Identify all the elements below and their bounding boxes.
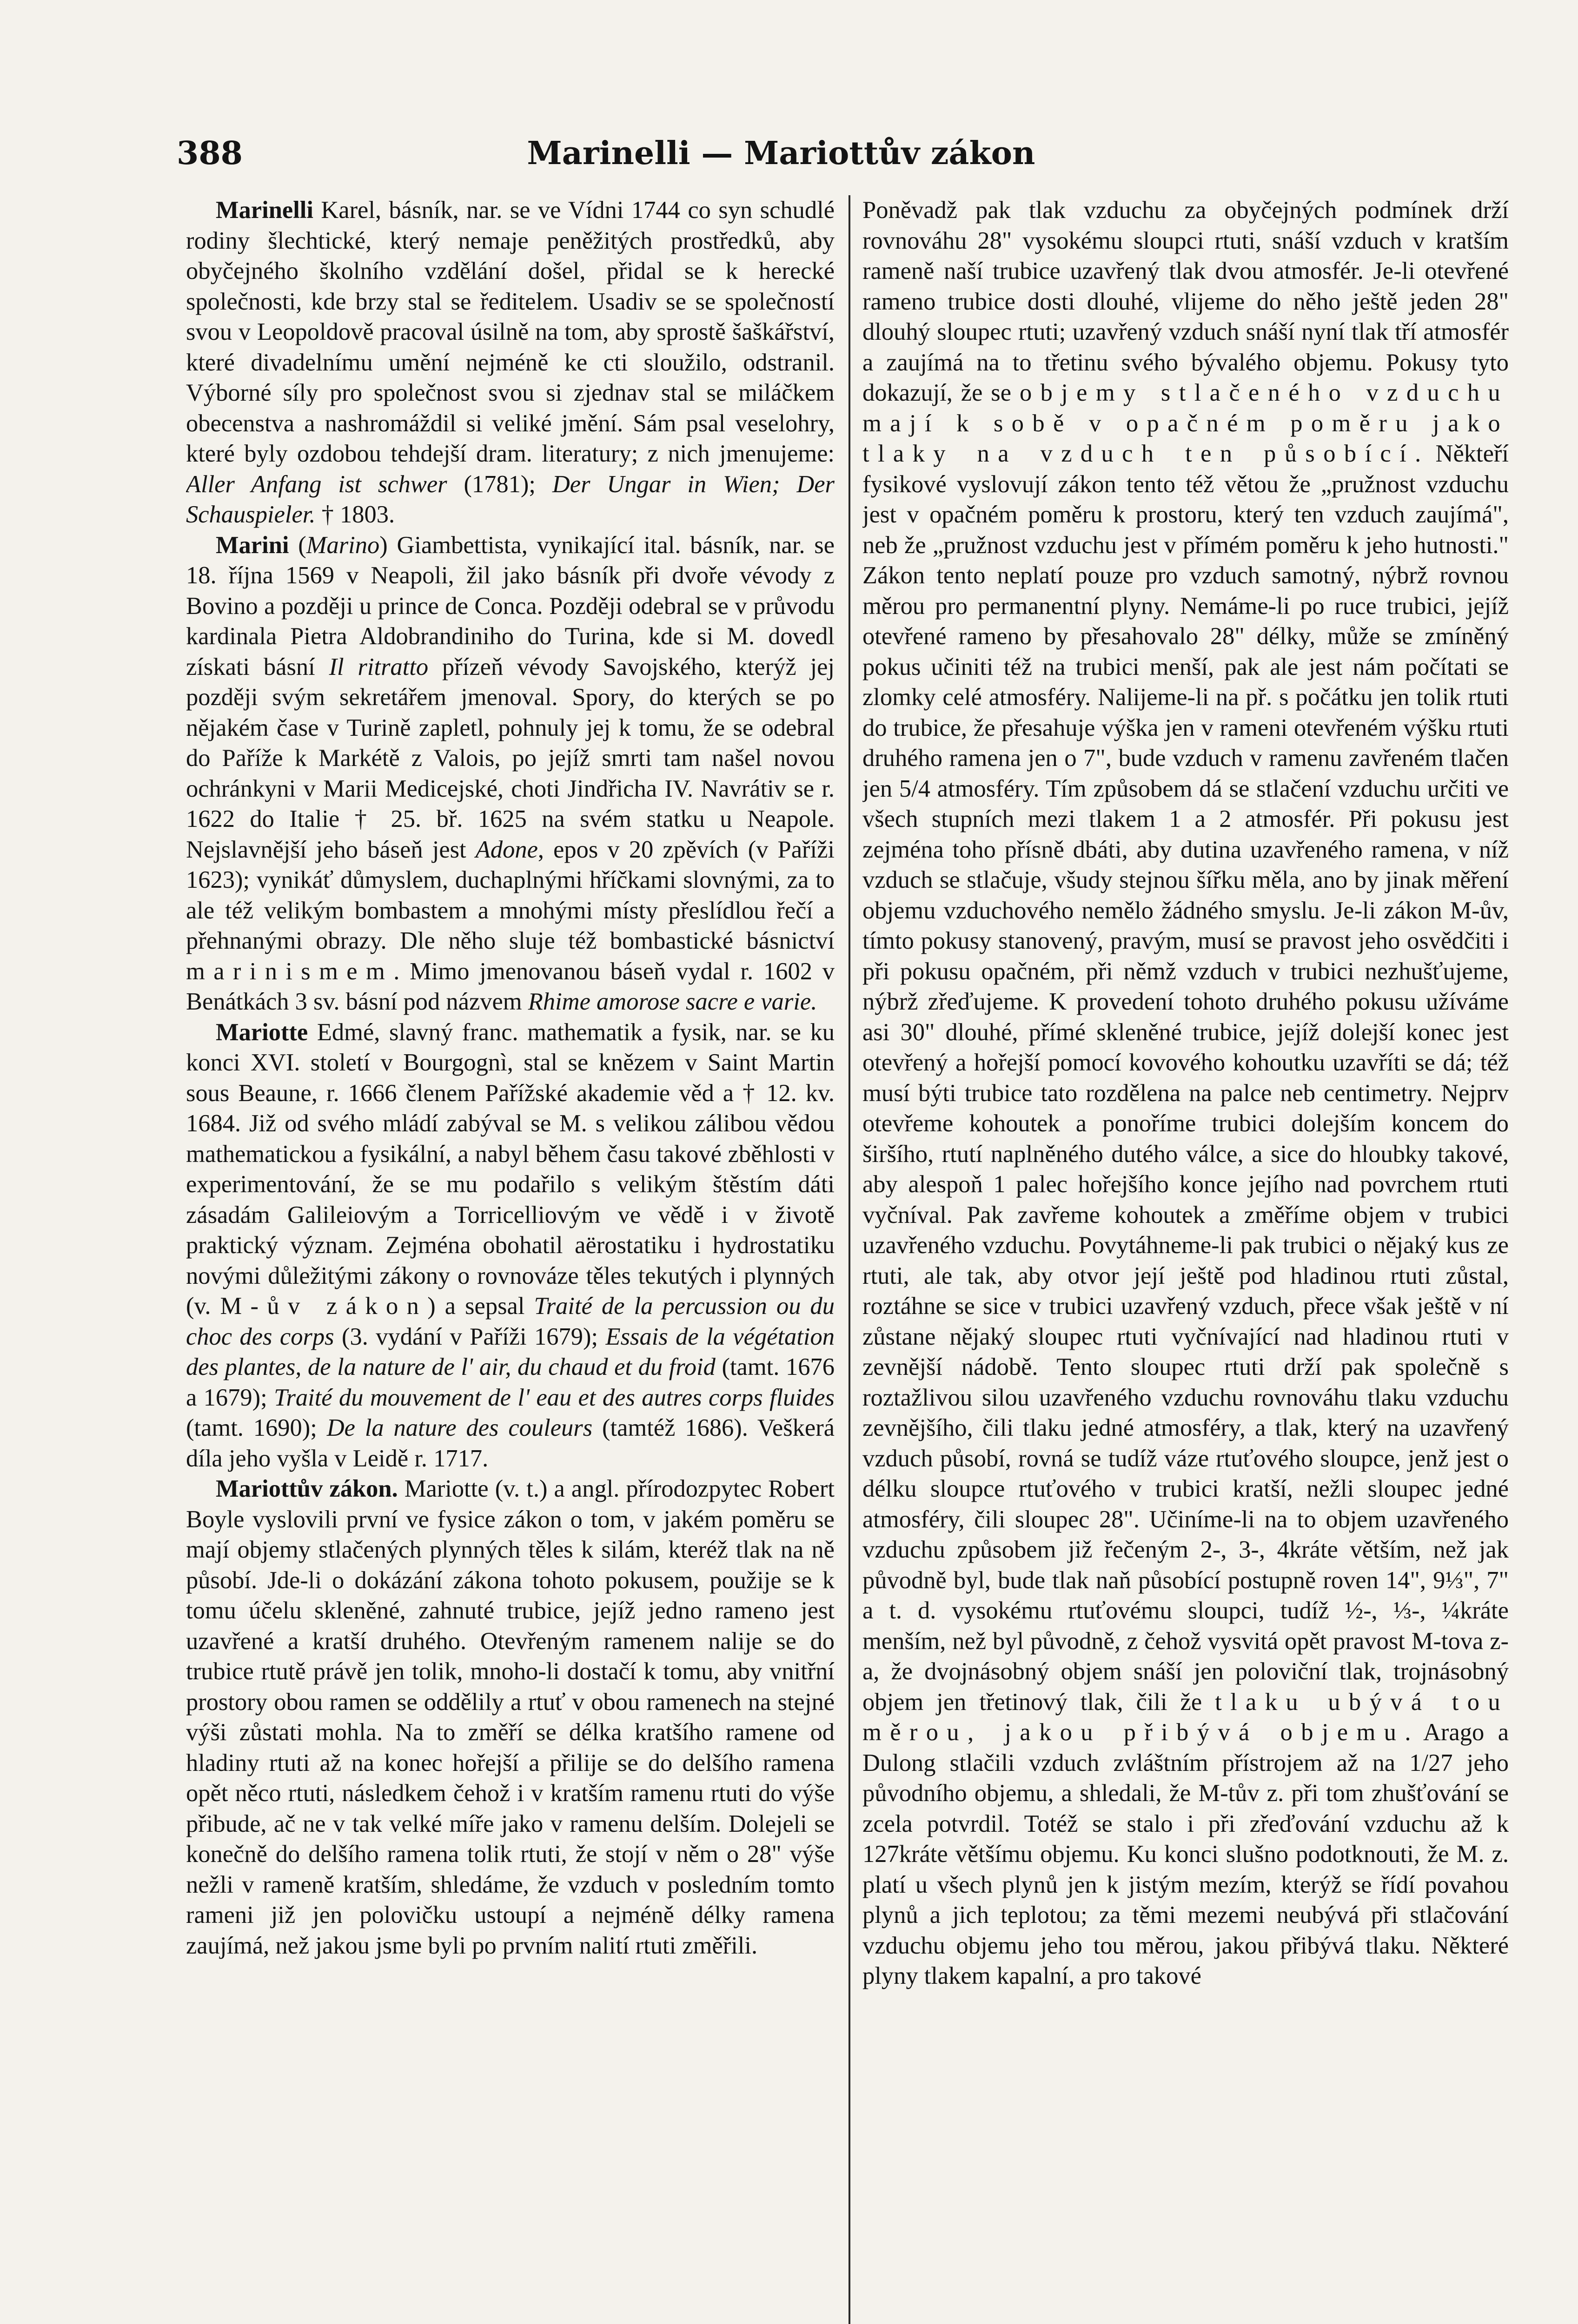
left-column [186,195,835,2324]
entry-marini: Marini (Marino) Giambettista, vynikající ital. básník, nar. se 18. října 1569 v Neapoli, žil jako básník při dvoře vévody z Bovino a později u prince de Conca. Později odebral se v průvodu kardinala Pietra Aldobrandiniho do Turina, kde si M. dovedl získati básní Il ritratto přízeň vévody Savojského, kterýž jej později svým sekretářem jmenoval. Spory, do kterých se po nějakém čase v Turině zapletl, pohnuly jej k tomu, že se odebral do Paříže k Markétě z Valois, po jejíž smrti tam našel novou ochránkyni v Marii Medicejské, choti Jindřicha IV. Navrátiv se r. 1622 do Italie † 25. bř. 1625 na svém statku u Neapole. Nejslavnější jeho báseň jest Adone, epos v 20 zpěvích (v Paříži 1623); vynikáť důmyslem, duchaplnými hříčkami slovnými, za to ale též velikým bombastem a mnohými místy přeslídlou řečí a přehnanými obrazy. Dle něho sluje též bombastické básnictví marinismem. Mimo jmenovanou báseň vydal r. 1602 v Benátkách 3 sv. básní pod názvem Rhime amorose sacre e varie. [186,531,835,1015]
entry-headword: Marini [216,531,289,559]
entry-headword: Mariotte [216,1018,308,1046]
page-number: 388 [177,135,243,172]
running-title: Marinelli — Mariottův zákon [527,135,1035,172]
entry-mariottuv-zakon: Mariottův zákon. Mariotte (v. t.) a angl. přírodozpytec Robert Boyle vyslovili první ve fysice zákon o tom, v jakém poměru se mají objemy stlačených plynných těles k silám, kteréž tlak na ně působí. Jde-li o dokázání zákona tohoto pokusem, použije se k tomu účelu skleněné, zahnuté trubice, jejíž jedno rameno jest uzavřené a kratší druhého. Otevřeným ramenem nalije se do trubice rtutě právě jen tolik, mnoho-li dostačí k tomu, aby vnitřní prostory obou ramen se oddělily a rtuť v obou ramenech na stejné výši zůstati mohla. Na to změří se délka kratšího ramene od hladiny rtuti až na konec hořejší a přilije se do delšího ramena opět něco rtuti, následkem čehož i v kratším ramenu rtuti do výše přibude, ač ne v tak velké míře jako v ramenu delším. Dolejeli se konečně do delšího ramena tolik rtuti, že stojí v něm o 28" výše nežli v rameně kratším, shledáme, že vzduch v posledním tomto rameni již jen polovičku ustoupí a nejméně délky ramena zaujímá, než jakou jsme byli po prvním nalití rtuti změřili. [186,1475,835,1959]
entry-mariottuv-zakon-continued: Poněvadž pak tlak vzduchu za obyčejných podmínek drží rovnováhu 28" vysokému sloupci rtuti, snáší vzduch v kratším rameně naší trubice uzavřený tlak dvou atmosfér. Je-li otevřené rameno trubice dosti dlouhé, vlijeme do něho ještě jeden 28" dlouhý sloupec rtuti; uzavřený vzduch snáší nyní tlak tří atmosfér a zaujímá na to třetinu svého bývalého objemu. Pokusy tyto dokazují, že se objemy stlačeného vzduchu mají k sobě v opačném poměru jako tlaky na vzduch ten působící. Někteří fysikové vyslovují zákon tento též větou že „pružnost vzduchu jest v opačném poměru k prostoru, který ten vzduch zaujímá", neb že „pružnost vzduchu jest v přímém poměru k jeho hutnosti." Zákon tento neplatí pouze pro vzduch samotný, nýbrž rovnou měrou pro permanentní plyny. Nemáme-li po ruce trubici, jejíž otevřené rameno by přesahovalo 28" délky, může se zmíněný pokus učiniti též na trubici menší, pak ale jest nám počítati se zlomky celé atmosféry. Nalijeme-li na př. s počátku jen tolik rtuti do trubice, že přesahuje výška jen v rameni otevřeném výšku rtuti druhého ramena jen o 7", bude vzduch v ramenu zavřeném tlačen jen 5/4 atmosféry. Tím způsobem dá se stlačení vzduchu určiti ve všech stupních mezi tlakem 1 a 2 atmosfér. Při pokusu jest zejména toho přísně dbáti, aby dutina uzavřeného ramena, v níž vzduch se stlačuje, všudy stejnou šířku měla, ano by jinak měření objemu vzduchového nemělo žádného smyslu. Je-li zákon M-ův, tímto pokusy stanovený, pravým, musí se pravost jeho osvědčiti i při pokusu opačném, při němž vzduch v trubici nezhušťujeme, nýbrž zřeďujeme. K provedení tohoto druhého pokusu užíváme asi 30" dlouhé, přímé skleněné trubice, jejíž dolejší konec jest otevřený a hořejší pomocí kovového kohoutku uzavříti se dá; též musí býti trubice tato rozdělena na palce neb centimetry. Nejprv otevřeme kohoutek a ponoříme trubici dolejším koncem do širšího, rtutí naplněného dutého válce, a sice do hloubky takové, aby alespoň 1 palec hořejšího konce jejího nad povrchem rtuti vyčníval. Pak zavřeme kohoutek a změříme objem v trubici uzavřeného vzduchu. Povytáhneme-li pak trubici o nějaký kus ze rtuti, ale tak, aby otvor její ještě pod hladinou rtuti zůstal, roztáhne se sice v trubici uzavřený vzduch, přece však ještě v ní zůstane nějaký sloupec rtuti vyčnívající nad hladinou rtuti v zevnější nádobě. Tento sloupec rtuti drží pak společně s roztažlivou silou uzavřeného vzduchu rovnováhu tlaku vzduchu zevnějšího, čili tlaku jedné atmosféry, a tlak, který na uzavřený vzduch působí, rovná se tudíž váze rtuťového sloupce, jenž jest o délku sloupce rtuťového v trubici kratší, nežli sloupec jedné atmosféry, čili sloupec 28". Učiníme-li na to objem uzavřeného vzduchu způsobem již řečeným 2-, 3-, 4kráte větším, než jak původně byl, bude tlak naň působící postupně roven 14", 9⅓", 7" a t. d. vysokému rtuťovému sloupci, tudíž ½-, ⅓-, ¼kráte menším, než byl původně, z čehož vysvitá opět pravost M-tova z-a, že dvojnásobný objem snáší jen poloviční tlak, trojnásobný objem jen třetinový tlak, čili že tlaku ubývá tou měrou, jakou přibývá objemu. Arago a Dulong stlačili vzduch zvláštním přístrojem až na 1/27 jeho původního objemu, a shledali, že M-tův z. při tom zhušťování se zcela potvrdil. Totéž se stalo i při zřeďování vzduchu až k 127kráte většímu objemu. Ku konci slušno podotknouti, že M. z. platí u všech plynů jen k jistým mezím, kterýž se řídí povahou plynů a jich teplotou; za těmi mezemi neubývá při stlačování vzduchu objemu jeho tou měrou, jakou přibývá tlaku. Některé plyny tlakem kapalní, a pro takové [862,197,1509,1989]
entry-mariotte: Mariotte Edmé, slavný franc. mathematik a fysik, nar. se ku konci XVI. století v Bourgognì, stal se knězem v Saint Martin sous Beaune, r. 1666 členem Pařížské akademie věd a † 12. kv. 1684. Již od svého mládí zabýval se M. s velikou zálibou vědou mathematickou a fysikální, a nabyl během času takové zběhlosti v experimentování, že se mu podařilo s velikým štěstím dáti zásadám Galileiovým a Torricelliovým ve vědě i v životě praktický význam. Zejména obohatil aërostatiku i hydrostatiku novými důležitými zákony o rovnováze těles tekutých i plynných (v. M-ův zákon) a sepsal Traité de la percussion ou du choc des corps (3. vydání v Paříži 1679); Essais de la végétation des plantes, de la nature de l' air, du chaud et du froid (tamt. 1676 a 1679); Traité du mouvement de l' eau et des autres corps fluides (tamt. 1690); De la nature des couleurs (tamtéž 1686). Veškerá díla jeho vyšla v Leidě r. 1717. [186,1018,835,1472]
entry-headword: Mariottův zákon. [216,1475,398,1502]
entry-marinelli: Marinelli Karel, básník, nar. se ve Vídni 1744 co syn schudlé rodiny šlechtické, který nemaje peněžitých prostředků, aby obyčejného školního vzdělání došel, přidal se k herecké společnosti, kde brzy stal se ředitelem. Usadiv se se společností svou v Leopoldově pracoval úsilně na tom, aby sprostě šaškářství, které divadelnímu umění nejméně ke cti sloužilo, odstranil. Výborné síly pro společnost svou si zjednav stal se miláčkem obecenstva a nashromáždil si veliké jmění. Sám psal veselohry, které byly ozdobou tehdejší dram. literatury; z nich jmenujeme: Aller Anfang ist schwer (1781); Der Ungar in Wien; Der Schauspieler. † 1803. [186,197,835,528]
right-column [862,195,1509,2324]
entry-headword: Marinelli [216,197,313,224]
page-header [177,135,1386,186]
column-divider [849,195,850,2324]
